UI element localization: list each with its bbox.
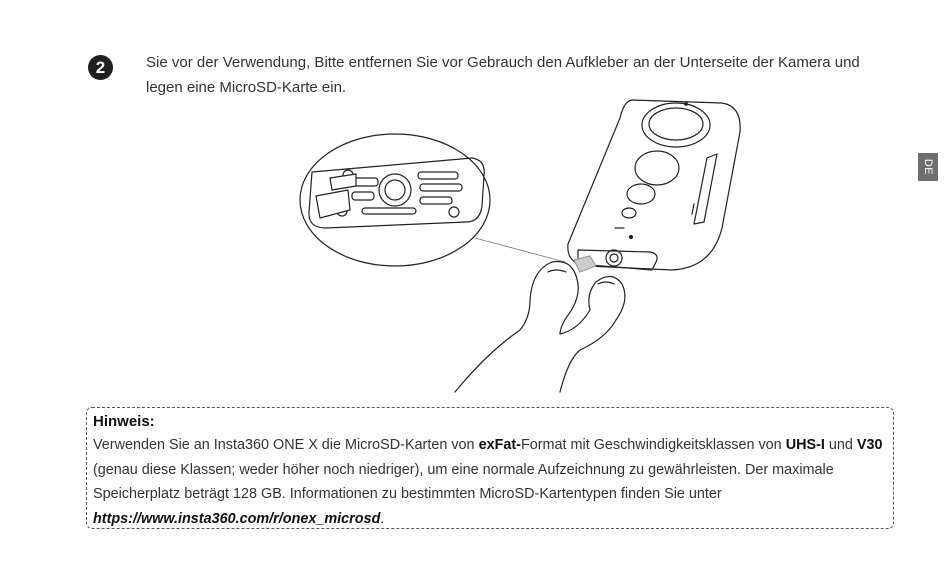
notice-body: Verwenden Sie an Insta360 ONE X die MicroSD-Karten von exFat-Format mit Geschwindigkeitsklassen von UHS-I und V30 (genau diese Klassen; weder höher noch niedriger), um eine normale Aufzeichnung zu gewährleisten. Der maximale Speicherplatz beträgt 128 GB. Informationen zu bestimmten MicroSD-Kartentypen finden Sie unter https://www.insta360.com/r/onex_microsd. bbox=[93, 437, 883, 527]
camera-illustration bbox=[290, 95, 750, 395]
microsd-link[interactable]: https://www.insta360.com/r/onex_microsd bbox=[93, 510, 381, 527]
language-tab: DE bbox=[918, 153, 938, 181]
step-number-badge: 2 bbox=[88, 55, 113, 80]
v30-highlight: V30 bbox=[856, 437, 883, 453]
step-instruction: Sie vor der Verwendung, Bitte entfernen Sie vor Gebrauch den Aufkleber an der Unterseite der Kamera und legen eine MicroSD-Karte ein. bbox=[146, 54, 860, 96]
uhs-highlight: UHS-I bbox=[785, 437, 825, 453]
notice-title: Hinweis: bbox=[93, 413, 155, 430]
format-highlight: exFat- bbox=[478, 437, 521, 453]
notice-box bbox=[86, 407, 894, 529]
